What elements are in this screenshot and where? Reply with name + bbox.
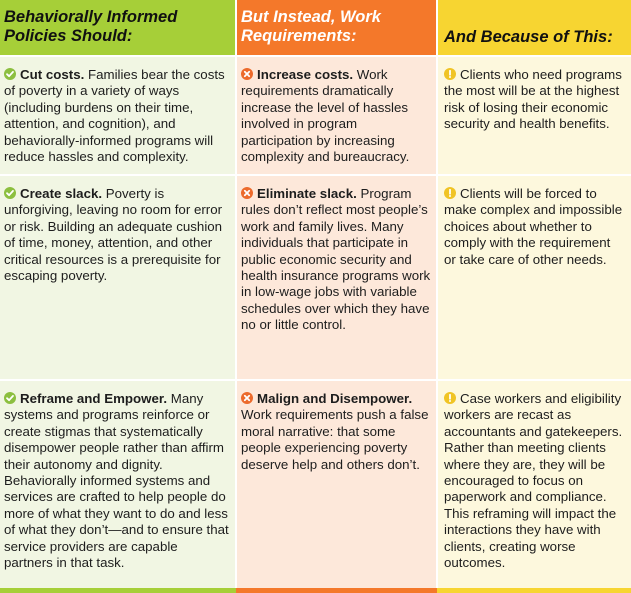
x-circle-icon: [241, 392, 253, 404]
exclamation-circle-icon: [444, 187, 456, 199]
row1-requirement-title: Increase costs.: [257, 67, 354, 82]
bottom-bar-yellow: [437, 588, 631, 593]
row2-policy-title: Create slack.: [20, 186, 103, 201]
row3-policy-text: Many systems and programs reinforce or create stigmas that systematically disempower people rather than affirm their autonomy and dignity. Behaviorally informed systems and services are crafted to help people do more of what they want to do and less of what they don’t—and to ensure that service providers are capable partners in that task.: [4, 391, 229, 571]
exclamation-circle-icon: [444, 392, 456, 404]
check-circle-icon: [4, 68, 16, 80]
row3-policy-cell: [0, 381, 236, 593]
check-circle-icon: [4, 392, 16, 404]
row1-policy-cell: [0, 57, 236, 176]
row2-policy-cell: [0, 176, 236, 381]
row3-policy-title: Reframe and Empower.: [20, 391, 168, 406]
row3-consequence-cell: [437, 381, 631, 593]
row3-consequence-text: Case workers and eligibility workers are recast as accountants and gatekeepers. Rather than meeting clients where they are, they will be encouraged to focus on paperwork and compliance. This reframing will impact the interactions they have with clients, creating worse outcomes.: [444, 391, 623, 571]
bottom-bar-green: [0, 588, 236, 593]
column-divider: [436, 0, 438, 593]
row2-consequence-cell: [437, 176, 631, 381]
row1-requirement-text: Work requirements dramatically increase the level of hassles involved in program participation by increasing complexity and bureaucracy.: [241, 67, 410, 165]
column-divider: [235, 0, 237, 593]
x-circle-icon: [241, 187, 253, 199]
header-because-of-this: And Because of This:: [437, 0, 631, 57]
check-circle-icon: [4, 187, 16, 199]
row2-requirement-text: Program rules don’t reflect most people’s work and family lives. Many individuals that participate in public economic security and health insurance programs work in low-wage jobs with variable schedules over which they have no or little control.: [241, 186, 431, 333]
row1-consequence-text: Clients who need programs the most will be at the highest risk of losing their economic security and health benefits.: [444, 67, 622, 132]
exclamation-circle-icon: [444, 68, 456, 80]
row1-policy-title: Cut costs.: [20, 67, 85, 82]
row2-consequence-text: Clients will be forced to make complex and impossible choices about whether to comply with the requirement or take care of other needs.: [444, 186, 623, 267]
row1-requirement-cell: [236, 57, 437, 176]
row3-requirement-cell: [236, 381, 437, 593]
row1-policy-text: Families bear the costs of poverty in a variety of ways (including burdens on their time, attention, and cognition), and behaviorally-informed programs will reduce hassles and complexity.: [4, 67, 225, 165]
row3-requirement-title: Malign and Disempower.: [257, 391, 413, 406]
header-behaviorally-informed: Behaviorally Informed Policies Should:: [0, 0, 236, 57]
header-work-requirements: But Instead, Work Requirements:: [236, 0, 437, 57]
bottom-bar-orange: [236, 588, 437, 593]
row1-consequence-cell: [437, 57, 631, 176]
x-circle-icon: [241, 68, 253, 80]
row3-requirement-text: Work requirements push a false moral narrative: that some people experiencing poverty deserve help and others don’t.: [241, 407, 429, 472]
row2-requirement-title: Eliminate slack.: [257, 186, 357, 201]
row2-requirement-cell: [236, 176, 437, 381]
row2-policy-text: Poverty is unforgiving, leaving no room for error or risk. Building an adequate cushion of time, money, attention, and other critical resources is a prerequisite for escaping poverty.: [4, 186, 223, 284]
